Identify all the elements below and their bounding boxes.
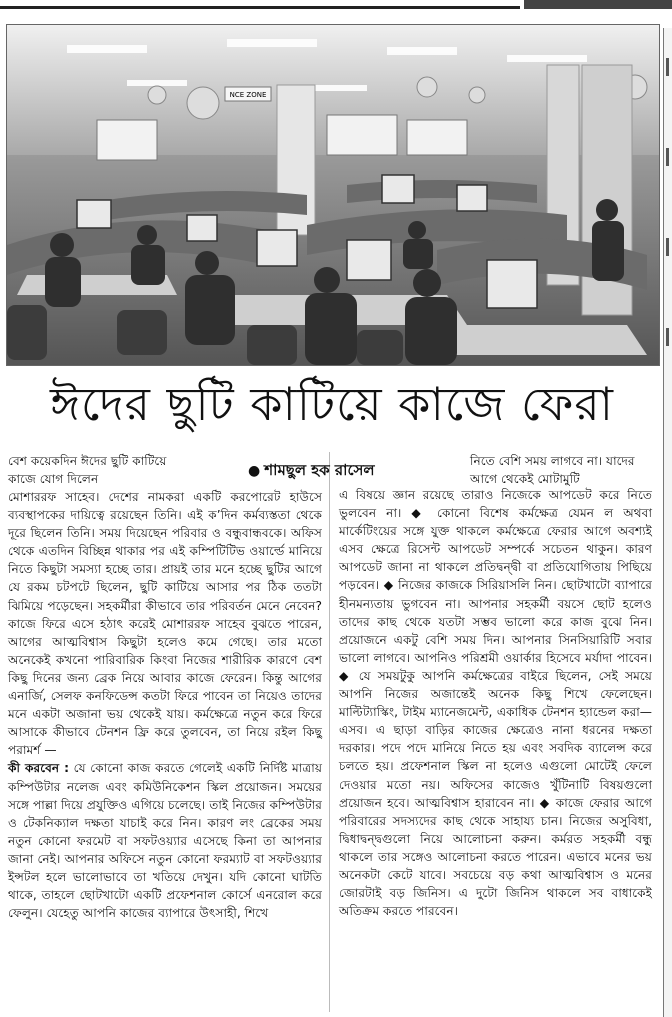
office-photo <box>6 24 660 366</box>
bullet-icon: ● <box>248 463 261 479</box>
column-divider <box>329 452 330 1012</box>
column1-paragraph: মোশাররফ সাহেব। দেশের নামকরা একটি করপোরেট হাউসে ব্যবস্থাপকের দায়িত্বে রয়েছেন তিনি। এই ক’দিন কর্মব্যস্ততা থেকে দূরে ছিলেন তিনি। সময় দিয়েছেন পরিবার ও বন্ধুবান্ধবকে। অফিস থেকে এতদিন বিচ্ছিন্ন থাকার পর এই কম্পিটিটিভ ওয়ার্ল্ডে মানিয়ে নিতে কিছুটা সমস্যা হচ্ছে তার। প্রায়ই তার মনে হচ্ছে ছুটির আগে যে রকম চটপটে ছিলেন, ছুটি কাটিয়ে আসার পর ঠিক ততটা ঝিমিয়ে পড়েছেন। সহকর্মীরা কীভাবে তার পরিবর্তন মেনে নেবেন? কাজে ফিরে এসে হঠাৎ করেই মোশাররফ সাহেব বুঝতে পারেন, আগের আত্মবিশ্বাস কিছুটা হলেও কমে গেছে। তার মতো অনেকেই কখনো পারিবারিক কিংবা নিজের শারীরিক কারণে বেশ কিছু দিনের জন্য ব্রেক নিয়ে আবার কাজে ফেরেন। কিন্তু আগের এনার্জি, সেলফ কনফিডেন্স কতটা ফিরে পাবেন তা নিয়েও তাদের মনে একটা অজানা ভয় থেকেই যায়। কর্মক্ষেত্রে নতুন করে ফিরে আসাকে কীভাবে টেনশন ফ্রি করে তুলবেন, তা নিয়ে রইল কিছু পরামর্শ — <box>8 490 322 758</box>
top-rule <box>0 0 672 12</box>
column2-paragraph: এ বিষয়ে জ্ঞান রয়েছে তারাও নিজেকে আপডেট করে নিতে ভুলবেন না। ◆ কোনো বিশেষ কর্মক্ষেত্র যেমন ল অথবা মার্কেটিংয়ের সঙ্গে যুক্ত থাকলে কর্মক্ষেত্রে ফেরার আগে অবশ্যই এসব ক্ষেত্রে রিসেন্ট আপডেট সম্পর্কে সচেতন থাকুন। কারণ আপডেট জানা না থাকলে প্রতিদ্বন্দ্বী বা প্রতিযোগিতায় পিছিয়ে পড়বেন। ◆ নিজের কাজকে সিরিয়াসলি নিন। ছোটখাটো ব্যাপারে হীনমন্যতায় ভুগবেন না। আপনার সহকর্মী বয়সে ছোট হলেও তাদের কাছ থেকে যতটা সম্ভব ভালো করে কাজ বুঝে নিন। প্রয়োজনে একটু বেশি সময় দিন। আপনার সিনসিয়ারিটি সবার ভালো লাগবে। আপনিও পরিশ্রমী ওয়ার্কার হিসেবে মর্যাদা পাবেন। ◆ যে সময়টুকু আপনি কর্মক্ষেত্রের বাইরে ছিলেন, সেই সময়ে আপনি নিজের অজান্তেই অনেক কিছু শিখে ফেলেছেন। মাল্টিট্যাস্কিং, টাইম ম্যানেজমেন্ট, একাধিক টেনশন হ্যান্ডেল করা— এসব। এ ছাড়া বাড়ির কাজের ক্ষেত্রেও নানা ধরনের দক্ষতা দরকার। পদে পদে মানিয়ে নিতে হয় এবং সবদিক ব্যালেন্স করে চলতে হয়। প্রফেশনাল স্কিল না হলেও এগুলো মোটেই ফেলে দেওয়ার মতো নয়। অফিসের কাজেও খুঁটিনাটি বিষয়গুলো প্রয়োজন হবে। আত্মবিশ্বাস হারাবেন না। ◆ কাজে ফেরার আগে পরিবারের সদস্যদের কাছ থেকে সাহায্য চান। নিজের অসুবিধা, দ্বিধাদ্বন্দ্বগুলো নিয়ে আলোচনা করুন। কর্মরত সহকর্মী বন্ধু থাকলে তার সঙ্গেও আলোচনা করতে পারেন। এভাবে মনের ভয় অনেকটা কেটে যাবে। সবচেয়ে বড় কথা আত্মবিশ্বাস ও মনের জোরটাই বড় জিনিস। এ দুটো জিনিস থাকলে সব বাধাকেই অতিক্রম করতে পারবেন। <box>339 488 652 919</box>
column2-top-text: নিতে বেশি সময় লাগবে না। যাদের আগে থেকেই মোটামুটি <box>470 454 635 487</box>
zone-sign-text: NCE ZONE <box>229 91 267 99</box>
edge-mark <box>666 148 669 166</box>
edge-mark <box>666 238 669 256</box>
author-name: শামছুল হক রাসেল <box>264 461 375 479</box>
column1-tips <box>8 759 322 922</box>
edge-mark <box>666 58 669 76</box>
article-headline: ঈদের ছুটি কাটিয়ে কাজে ফেরা <box>50 377 614 431</box>
tips-text: যে কোনো কাজ করতে গেলেই একটি নির্দিষ্ট মাত্রায় কম্পিউটার নলেজ এবং কমিউনিকেশন স্কিল প্রয়োজন। সময়ের সঙ্গে পাল্লা দিয়ে প্রযুক্তিও এগিয়ে চলেছে। তাই নিজের কম্পিউটার ও টেকনিক্যাল দক্ষতা যাচাই করে নিন। কারণ লং ব্রেকের সময় নতুন কোনো ফরমেট বা সফটওয়্যার এসেছে কিনা তা আপনার জানা নেই। আপনার অফিসে নতুন কোনো ফরম্যাট বা সফটওয়্যার ইন্সটল হলে ভালোভাবে তা খতিয়ে দেখুন। যদি কোনো ঘাটতি থাকে, তাহলে ছোটখাটো একটি প্রফেশনাল কোর্সে এনরোল করে ফেলুন। যেহেতু আপনি কাজের ব্যাপারে উৎসাহী, শিখে <box>8 761 322 921</box>
header-rule <box>0 6 520 9</box>
call-center-illustration <box>7 25 659 365</box>
tips-label: কী করবেন : <box>8 761 70 776</box>
header-tab <box>524 0 672 9</box>
edge-mark <box>666 328 669 346</box>
article-column-2 <box>339 486 652 920</box>
page-edge-strip <box>663 28 672 1017</box>
article-column-1 <box>8 488 322 922</box>
lead-text: বেশ কয়েকদিন ঈদের ছুটি কাটিয়ে কাজে যোগ দিলেন <box>8 454 167 487</box>
byline <box>248 459 375 484</box>
